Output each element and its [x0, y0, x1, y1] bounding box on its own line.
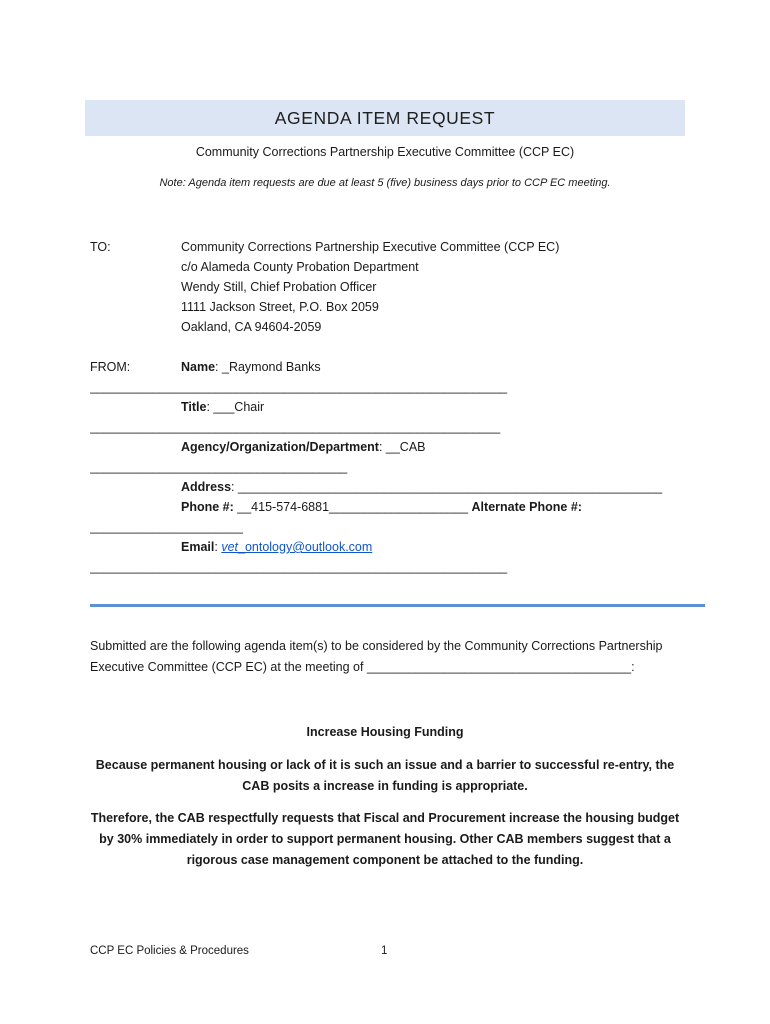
- name-label: Name: [181, 360, 216, 374]
- item-paragraph-1: Because permanent housing or lack of it is such an issue and a barrier to successful re-entry, the CAB posits a increase in funding is appropriate.: [95, 758, 675, 793]
- agency-field: [181, 440, 426, 454]
- footer-label: CCP EC Policies & Procedures: [90, 945, 249, 957]
- to-line: 1111 Jackson Street, P.O. Box 2059: [181, 300, 379, 314]
- title-field: [181, 400, 264, 414]
- phone-value: __415-574-6881____________________: [233, 500, 472, 514]
- page-title: [85, 100, 685, 136]
- address-label: Address: [181, 480, 232, 494]
- address-value: : _____________________________________________________________: [231, 480, 663, 494]
- address-field: [181, 480, 675, 494]
- email-link[interactable]: vet_ontology@outlook.com: [221, 540, 373, 554]
- from-label: FROM:: [90, 360, 131, 374]
- to-line: Wendy Still, Chief Probation Officer: [181, 280, 377, 294]
- to-label: TO:: [90, 240, 111, 254]
- agency-underline: _____________________________________: [90, 460, 348, 474]
- item-title: Increase Housing Funding: [306, 725, 464, 739]
- name-underline: ____________________________________________________________: [90, 380, 508, 394]
- page-number: 1: [381, 945, 388, 957]
- to-line: Oakland, CA 94604-2059: [181, 320, 322, 334]
- email-field: [181, 540, 372, 554]
- phone-field: [181, 500, 582, 514]
- alt-phone-underline: ______________________: [90, 520, 243, 534]
- phone-label: Phone #:: [181, 500, 234, 514]
- item-paragraph-2: Therefore, the CAB respectfully requests that Fiscal and Procurement increase the housing budget by 30% immediately in order to support permanent housing. Other CAB members suggest that a rigorous case management component be attached to the funding.: [90, 811, 680, 867]
- to-line: c/o Alameda County Probation Department: [181, 260, 419, 274]
- title-underline: ___________________________________________________________: [90, 420, 501, 434]
- agency-value: : __CAB: [378, 440, 426, 454]
- page-title-text: AGENDA ITEM REQUEST: [274, 107, 496, 128]
- email-sep: :: [214, 540, 222, 554]
- title-label: Title: [181, 400, 207, 414]
- submitted-paragraph: Submitted are the following agenda item(s) to be considered by the Community Corrections Partnership Executive Committee (CCP EC) at the meeting of ______________________________________:: [90, 639, 663, 674]
- email-underline: ____________________________________________________________: [90, 560, 508, 574]
- deadline-note: Note: Agenda item requests are due at least 5 (five) business days prior to CCP EC meeting.: [159, 177, 611, 189]
- name-value: : _Raymond Banks: [215, 360, 321, 374]
- agency-label: Agency/Organization/Department: [181, 440, 379, 454]
- title-value: : ___Chair: [206, 400, 265, 414]
- committee-subtitle: Community Corrections Partnership Executive Committee (CCP EC): [195, 145, 575, 159]
- email-label: Email: [181, 540, 215, 554]
- to-line: Community Corrections Partnership Executive Committee (CCP EC): [181, 240, 560, 254]
- section-divider: [90, 604, 705, 607]
- name-field: [181, 360, 321, 374]
- alt-phone-label: Alternate Phone #:: [471, 500, 582, 514]
